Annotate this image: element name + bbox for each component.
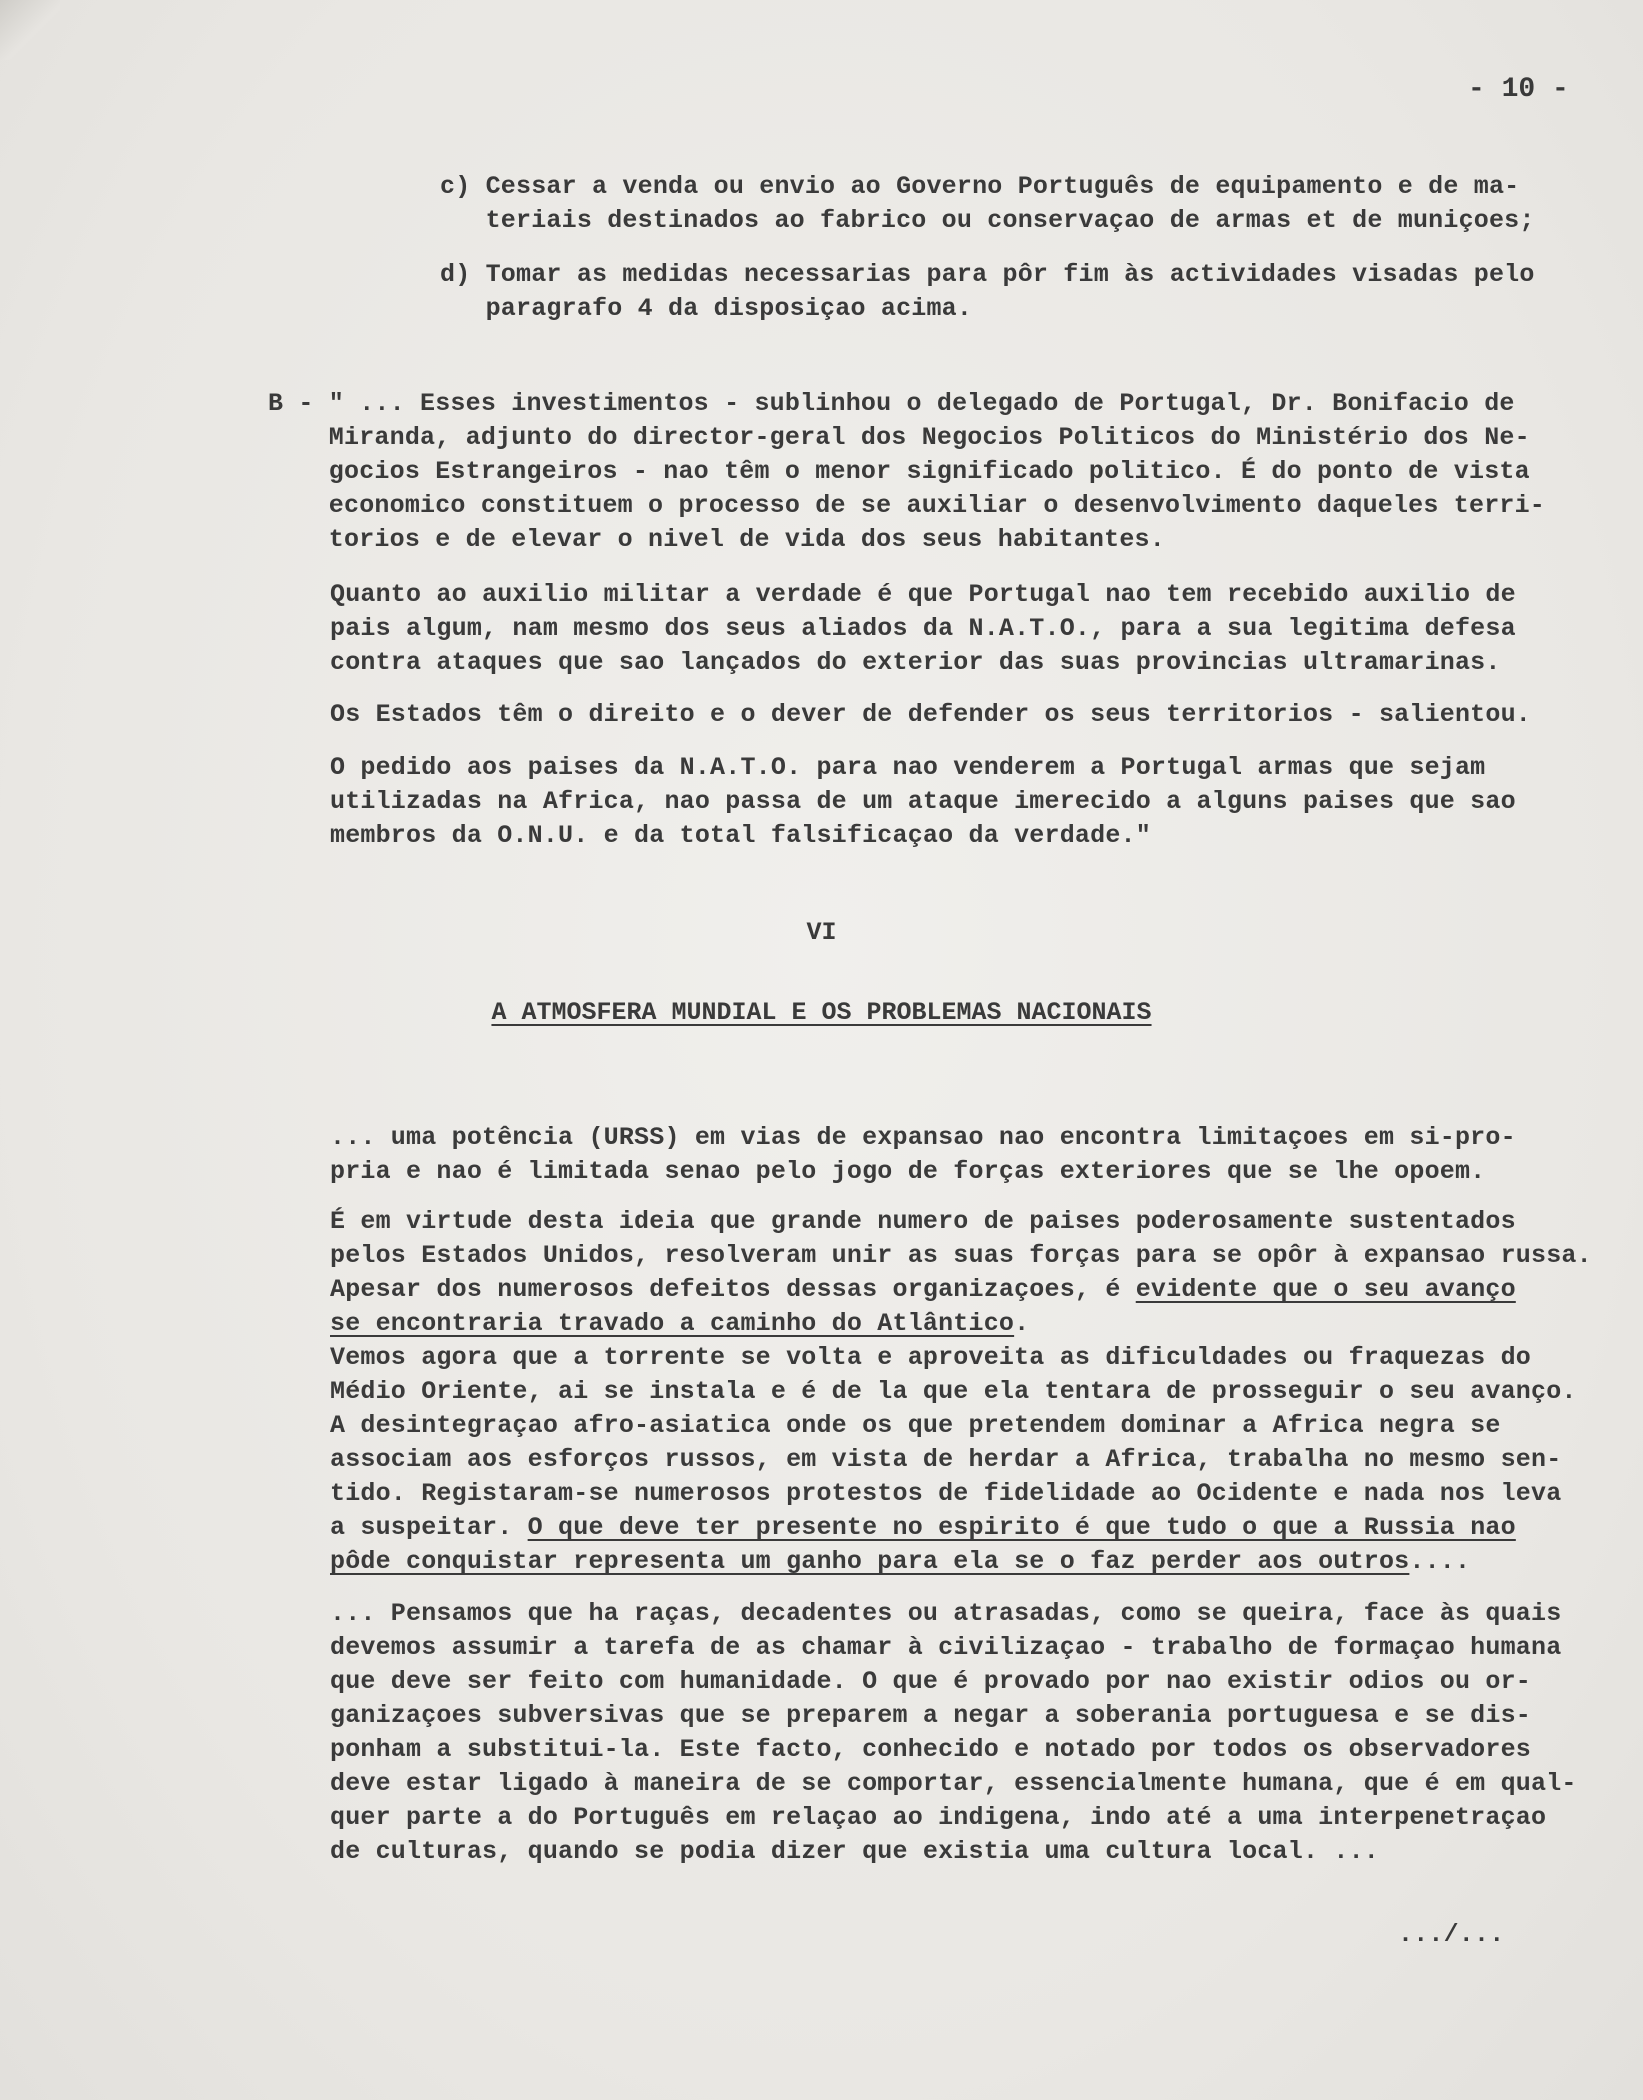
text-line: Vemos agora que a torrente se volta e aproveita as dificuldades ou fraquezas do [330, 1343, 1531, 1372]
underlined-text: evidente que o seu avanço [1135, 1275, 1516, 1304]
underlined-text: se encontraria travado a caminho do Atlântico [330, 1309, 1015, 1338]
section-b-paragraph-2 [330, 578, 1516, 680]
section-heading-text: A ATMOSFERA MUNDIAL E OS PROBLEMAS NACIONAIS [491, 998, 1152, 1027]
text-plain: a suspeitar. [330, 1513, 528, 1542]
text-line: membros da O.N.U. e da total falsificaçao da verdade." [330, 821, 1151, 850]
text-line: É em virtude desta ideia que grande numero de paises poderosamente sustentados [330, 1207, 1516, 1236]
section-heading [0, 998, 1643, 1027]
item-d-line: paragrafo 4 da disposiçao acima. [440, 294, 973, 323]
text-line: tido. Registaram-se numerosos protestos de fidelidade ao Ocidente e nada nos leva [330, 1479, 1562, 1508]
item-c-line: c) Cessar a venda ou envio ao Governo Português de equipamento e de ma- [440, 172, 1520, 201]
text-line: torios e de elevar o nivel de vida dos seus habitantes. [268, 525, 1165, 554]
text-line [330, 1545, 1592, 1579]
text-line: Miranda, adjunto do director-geral dos Negocios Politicos do Ministério dos Ne- [268, 423, 1530, 452]
text-line: associam aos esforços russos, em vista de herdar a Africa, trabalha no mesmo sen- [330, 1445, 1562, 1474]
text-plain: . [1014, 1309, 1030, 1338]
page-number: - 10 - [1468, 74, 1569, 105]
text-line: pais algum, nam mesmo dos seus aliados da N.A.T.O., para a sua legitima defesa [330, 614, 1516, 643]
section-b-paragraph-4 [330, 751, 1516, 853]
section-b-paragraph-3 [330, 698, 1531, 732]
section-numeral: VI [806, 918, 837, 947]
text-line: ponham a substitui-la. Este facto, conhecido e notado por todos os observadores [330, 1735, 1531, 1764]
text-line: pelos Estados Unidos, resolveram unir as suas forças para se opôr à expansao russa. [330, 1241, 1592, 1270]
underlined-text: pôde conquistar representa um ganho para ela se o faz perder aos outros [330, 1547, 1410, 1576]
section-vi-paragraph-2 [330, 1205, 1592, 1579]
text-line: Quanto ao auxilio militar a verdade é que Portugal nao tem recebido auxilio de [330, 580, 1516, 609]
continuation-mark: .../... [1398, 1920, 1505, 1949]
item-d-line: d) Tomar as medidas necessarias para pôr fim às actividades visadas pelo [440, 260, 1535, 289]
text-line: ... Pensamos que ha raças, decadentes ou atrasadas, como se queira, face às quais [330, 1599, 1562, 1628]
underlined-text: O que deve ter presente no espirito é que tudo o que a Russia nao [527, 1513, 1516, 1542]
text-line [330, 1273, 1592, 1307]
text-line: ganizaçoes subversivas que se preparem a negar a soberania portuguesa e se dis- [330, 1701, 1531, 1730]
section-b-paragraph-1 [268, 387, 1545, 557]
text-line: gocios Estrangeiros - nao têm o menor significado politico. É do ponto de vista [268, 457, 1530, 486]
text-line: A desintegraçao afro-asiatica onde os que pretendem dominar a Africa negra se [330, 1411, 1501, 1440]
text-line: B - " ... Esses investimentos - sublinhou o delegado de Portugal, Dr. Bonifacio de [268, 389, 1515, 418]
item-c [440, 170, 1535, 238]
text-line: pria e nao é limitada senao pelo jogo de forças exteriores que se lhe opoem. [330, 1157, 1486, 1186]
section-vi-paragraph-3 [330, 1597, 1577, 1869]
text-line: de culturas, quando se podia dizer que existia uma cultura local. ... [330, 1837, 1379, 1866]
text-line: economico constituem o processo de se auxiliar o desenvolvimento daqueles terri- [268, 491, 1546, 520]
item-c-line: teriais destinados ao fabrico ou conservaçao de armas et de muniçoes; [440, 206, 1535, 235]
text-line: Os Estados têm o direito e o dever de defender os seus territorios - salientou. [330, 700, 1531, 729]
text-line: contra ataques que sao lançados do exterior das suas provincias ultramarinas. [330, 648, 1501, 677]
text-line: que deve ser feito com humanidade. O que é provado por nao existir odios ou or- [330, 1667, 1531, 1696]
text-line [330, 1511, 1592, 1545]
text-line: ... uma potência (URSS) em vias de expansao nao encontra limitaçoes em si-pro- [330, 1123, 1516, 1152]
text-line: O pedido aos paises da N.A.T.O. para nao venderem a Portugal armas que sejam [330, 753, 1486, 782]
text-line: utilizadas na Africa, nao passa de um ataque imerecido a alguns paises que sao [330, 787, 1516, 816]
page-corner-shadow [0, 0, 60, 60]
text-plain: Apesar dos numerosos defeitos dessas organizaçoes, é [330, 1275, 1136, 1304]
text-line: Médio Oriente, ai se instala e é de la que ela tentara de prosseguir o seu avanço. [330, 1377, 1577, 1406]
item-d [440, 258, 1535, 326]
text-line: devemos assumir a tarefa de as chamar à civilizaçao - trabalho de formaçao humana [330, 1633, 1562, 1662]
text-line [330, 1307, 1592, 1341]
text-line: deve estar ligado à maneira de se comportar, essencialmente humana, que é em qual- [330, 1769, 1577, 1798]
text-plain: .... [1409, 1547, 1471, 1576]
text-line: quer parte a do Português em relaçao ao indigena, indo até a uma interpenetraçao [330, 1803, 1547, 1832]
section-vi-paragraph-1 [330, 1121, 1516, 1189]
